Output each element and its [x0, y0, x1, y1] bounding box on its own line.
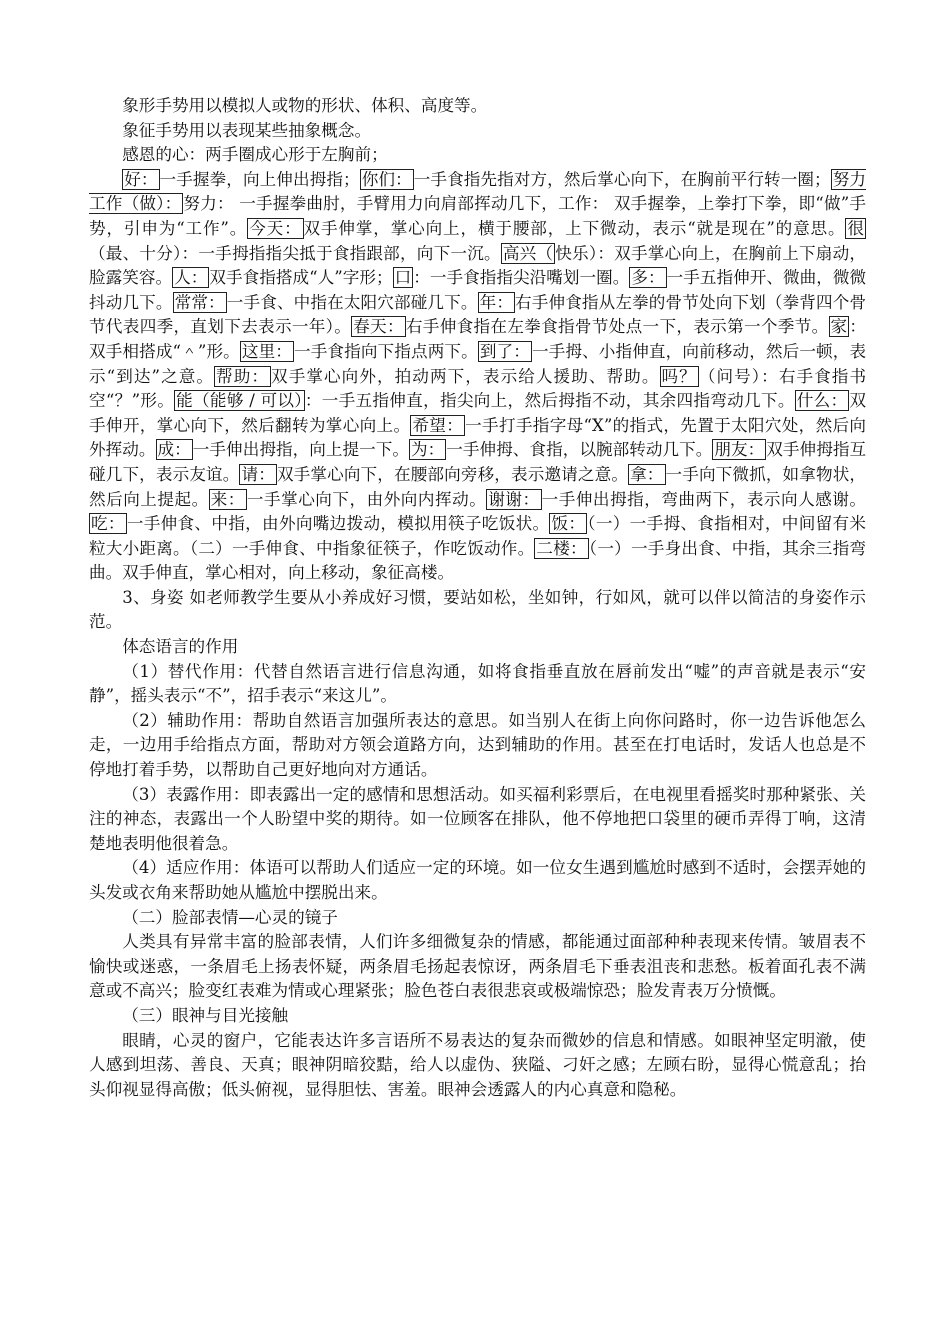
gesture-term: 拿： [630, 464, 664, 484]
gesture-term: 这里： [241, 341, 293, 361]
gesture-desc: 双手掌心向外，拍动两下，表示给人援助、帮助。 [271, 366, 660, 386]
gesture-desc: ：双手相搭成“＾”形。 [89, 317, 867, 361]
intro-line: 感恩的心：两手圈成心形于左胸前； [122, 145, 388, 165]
gesture-term: 常常： [174, 292, 225, 312]
gesture-term: 什么： [796, 391, 848, 411]
gesture-term: 家 [830, 317, 848, 337]
gesture-term: 饭： [551, 514, 586, 534]
intro-line: 象形手势用以模拟人或物的形状、体积、高度等。 [122, 96, 488, 115]
gesture-desc: 双手伸掌，掌心向上，横于腰部，上下微动，表示“就是现在”的意思。 [303, 218, 846, 238]
gesture-desc: 快乐）：双手掌心向上，在胸前上下扇动，脸露笑容。 [89, 243, 867, 288]
gesture-desc: （最、十分）：一手拇指指尖抵于食指跟部，向下一沉。 [89, 243, 501, 263]
gesture-desc: 一手伸拇、食指，以腕部转动几下。 [446, 440, 713, 460]
gesture-term: 请： [241, 464, 275, 484]
gesture-term: 二楼： [536, 538, 587, 558]
gesture-term: 吃： [91, 514, 125, 534]
gesture-term: 努力工作（做）： [89, 169, 867, 214]
gesture-desc: 双手伸拇指互碰几下，表示友谊。 [89, 440, 867, 484]
gesture-term: 你们： [361, 169, 412, 189]
gesture-desc: 右手伸食指从左拳的骨节处向下划（拳背四个骨节代表四季，直划下去表示一年）。 [89, 292, 867, 337]
gesture-term: 高兴（ [502, 243, 554, 263]
gesture-desc: 一手伸食、中指，由外向嘴边拨动，模拟用筷子吃饭状。 [126, 514, 550, 534]
gesture-desc: 右手伸食指在左拳食指骨节处点一下，表示第一个季节。 [405, 317, 829, 337]
gesture-term: 谢谢： [488, 489, 540, 509]
gesture-desc: 一手掌心向下，由外向内挥动。 [246, 489, 487, 509]
gesture-term: 为： [411, 440, 445, 460]
section-heading: （二）脸部表情—心灵的镜子 [122, 907, 338, 927]
gesture-desc: 一手食、中指在太阳穴部碰几下。 [226, 292, 478, 312]
gesture-term: 吗？ [661, 366, 697, 386]
body-paragraph: 人类具有异常丰富的脸部表情，人们许多细微复杂的情感，都能通过面部种种表现来传情。皱眉表不愉快或迷惑，一条眉毛上扬表怀疑，两条眉毛扬起表惊讶，两条眉毛下垂表沮丧和悲愁。板着面孔表不满意或不高兴；脸变红表难为情或心理紧张；脸色苍白表很悲哀或极端惊恐；脸发青表万分愤慨。 [89, 932, 866, 1001]
gesture-desc: 一手向下微抓，如拿物状，然后向上提起。 [89, 464, 867, 509]
body-paragraph: 眼睛，心灵的窗户，它能表达许多言语所不易表达的复杂而微妙的信息和情感。如眼神坚定明澈，使人感到坦荡、善良、天真；眼神阴暗狡黠，给人以虚伪、狭隘、刁奸之感；左顾右盼，显得心慌意乱；抬头仰视显得高傲；低头俯视，显得胆怯、害羞。眼神会透露人的内心真意和隐秘。 [89, 1030, 866, 1099]
gesture-term: 能（能够 / 可以） [176, 391, 303, 411]
gesture-term: 来： [210, 489, 245, 509]
gesture-term: 今天： [249, 218, 302, 238]
body-paragraph: （1）替代作用：代替自然语言进行信息沟通，如将食指垂直放在唇前发出“嘘”的声音就是表示“安静”，摇头表示“不”，招手表示“来这儿”。 [89, 661, 866, 706]
body-paragraph: （2）辅助作用：帮助自然语言加强所表达的意思。如当别人在街上向你问路时，你一边告诉他怎么走，一边用手给指点方面，帮助对方领会道路方向，达到辅助的作用。甚至在打电话时，发话人也总是不停地打着手势，以帮助自己更好地向对方通话。 [89, 710, 866, 780]
gesture-desc: 一手伸出拇指，弯曲两下，表示向人感谢。 [541, 489, 867, 509]
gesture-desc: （一）一手拇、食指相对，中间留有米粒大小距离。（二）一手伸食、中指象征筷子，作吃饭动作。 [89, 514, 867, 558]
gesture-term: 多： [631, 268, 665, 288]
gesture-desc: 努力： 一手握拳曲肘，手臂用力向肩部挥动几下，工作： 双手握拳，上拳打下拳，即“做”手势，引申为“工作”。 [89, 194, 867, 238]
gesture-term: 成： [157, 440, 191, 460]
gesture-term: 希望： [412, 415, 464, 435]
gesture-term: 口 [394, 268, 412, 288]
gesture-term: 人： [174, 268, 208, 288]
gesture-term: 好： [124, 169, 158, 189]
gesture-desc: 一手握拳，向上伸出拇指； [159, 169, 360, 189]
gesture-desc: 一手食指向下指点两下。 [294, 341, 478, 361]
gesture-desc: 一手伸出拇指，向上提一下。 [192, 440, 410, 460]
gesture-desc: 双手食指搭成“人”字形； [209, 268, 393, 288]
gesture-desc: （问号）：右手食指书空“？”形。 [89, 366, 867, 411]
gesture-term: 朋友： [714, 440, 765, 460]
gesture-desc: 双手掌心向下，在腰部向旁移，表示邀请之意。 [276, 464, 629, 484]
gesture-term: 到了： [479, 341, 530, 361]
gesture-term: 很 [847, 218, 865, 238]
section-heading: 体态语言的作用 [122, 637, 239, 657]
gesture-desc: ：一手五指伸直，指尖向上，然后拇指不动，其余四指弯动几下。 [304, 391, 795, 411]
gesture-term: 春天： [353, 317, 404, 337]
gesture-term: 年： [479, 292, 514, 312]
section-heading: （三）眼神与目光接触 [122, 1005, 289, 1025]
body-paragraph: （3）表露作用：即表露出一定的感情和思想活动。如买福利彩票后，在电视里看摇奖时那种紧张、关注的神态，表露出一个人盼望中奖的期待。如一位顾客在排队，他不停地把口袋里的硬币弄得丁响，这清楚地表明他很着急。 [89, 784, 866, 853]
body-paragraph: （4）适应作用：体语可以帮助人们适应一定的环境。如一位女生遇到尴尬时感到不适时，会摆弄她的头发或衣角来帮助她从尴尬中摆脱出来。 [89, 858, 866, 902]
body-paragraph: 3、身姿 如老师教学生要从小养成好习惯，要站如松，坐如钟，行如风，就可以伴以简洁的身姿作示范。 [89, 587, 866, 632]
gesture-desc: （一）一手身出食、中指，其余三指弯曲。双手伸直，掌心相对，向上移动，象征高楼。 [89, 538, 867, 583]
gesture-desc: 双手伸开，掌心向下，然后翻转为掌心向上。 [89, 391, 867, 435]
gesture-desc: 一手食指先指对方，然后掌心向下，在胸前平行转一圈； [413, 169, 831, 189]
intro-line: 象征手势用以表现某些抽象概念。 [122, 120, 372, 140]
gesture-term: 帮助： [216, 366, 270, 386]
gesture-paragraph [89, 168, 866, 586]
gesture-desc: 一手五指伸开、微曲，微微抖动几下。 [89, 268, 867, 312]
gesture-desc: 一手拇、小指伸直，向前移动，然后一顿，表示“到达”之意。 [89, 341, 867, 386]
gesture-desc: 一手打手指字母“X”的指式，先置于太阳穴处，然后向外挥动。 [89, 415, 867, 460]
gesture-desc: ：一手食指指尖沿嘴划一圈。 [413, 268, 630, 288]
